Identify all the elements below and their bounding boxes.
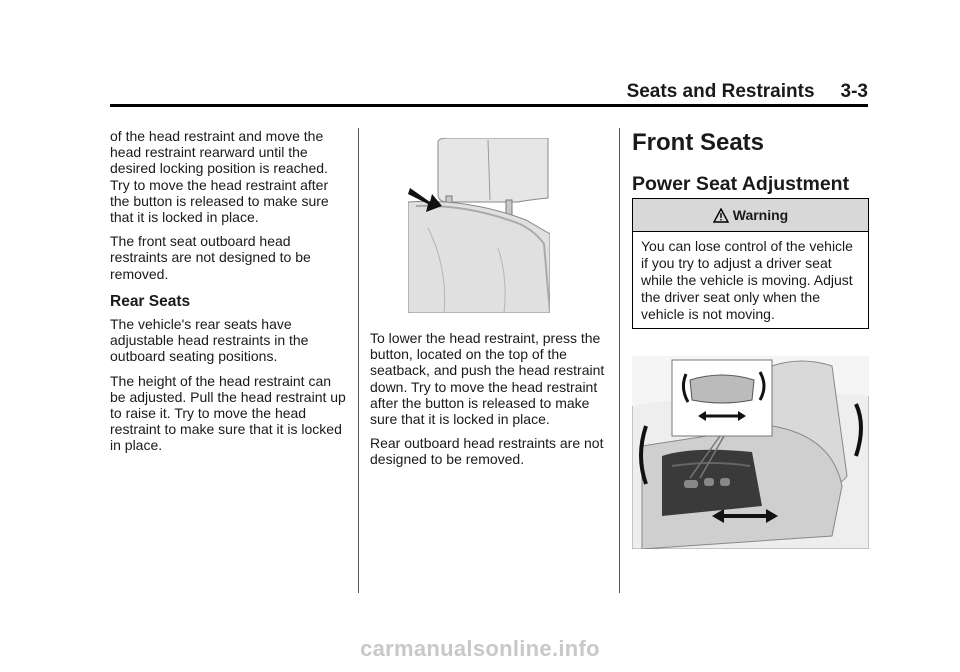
warning-text: You can lose control of the vehicle if you try to adjust a driver seat while the vehicle is moving. Adjust the driver seat only when the vehicle is not moving. bbox=[641, 238, 853, 322]
right-column bbox=[632, 128, 868, 196]
power-seat-heading: Power Seat Adjustment bbox=[632, 173, 850, 195]
column-divider bbox=[358, 128, 359, 593]
column-divider bbox=[619, 128, 620, 593]
middle-column bbox=[370, 330, 610, 476]
watermark: carmanualsonline.info bbox=[360, 636, 600, 661]
paragraph: of the head restraint and move the head restraint rearward until the desired locking position is reached. Try to move the head restraint after the button is released to make sure that it is locked in place. bbox=[110, 128, 329, 226]
head-restraint-illustration bbox=[408, 138, 550, 313]
paragraph: The height of the head restraint can be adjusted. Pull the head restraint up to raise it. Try to move the head restraint to make sure that it is locked in place. bbox=[110, 372, 346, 454]
warning-header bbox=[633, 199, 868, 232]
rear-seats-heading: Rear Seats bbox=[110, 292, 191, 310]
warning-label: Warning bbox=[732, 207, 789, 223]
warning-box bbox=[632, 198, 869, 329]
page-number: 3-3 bbox=[840, 81, 868, 102]
paragraph: To lower the head restraint, press the button, located on the top of the seatback, and push the head restraint down. Try to move the head restraint after the button is released to make sure that it is locked in place. bbox=[370, 330, 605, 428]
power-seat-controls-illustration bbox=[632, 356, 869, 549]
front-seats-title: Front Seats bbox=[632, 129, 765, 156]
paragraph: The front seat outboard head restraints are not designed to be removed. bbox=[110, 233, 311, 282]
paragraph: The vehicle's rear seats have adjustable head restraints in the outboard seating positions. bbox=[110, 316, 309, 365]
section-title: Seats and Restraints bbox=[626, 81, 815, 102]
warning-icon bbox=[713, 208, 729, 223]
left-column bbox=[110, 128, 350, 462]
page-header bbox=[110, 80, 868, 104]
paragraph: Rear outboard head restraints are not designed to be removed. bbox=[370, 435, 604, 468]
header-rule bbox=[110, 104, 868, 107]
